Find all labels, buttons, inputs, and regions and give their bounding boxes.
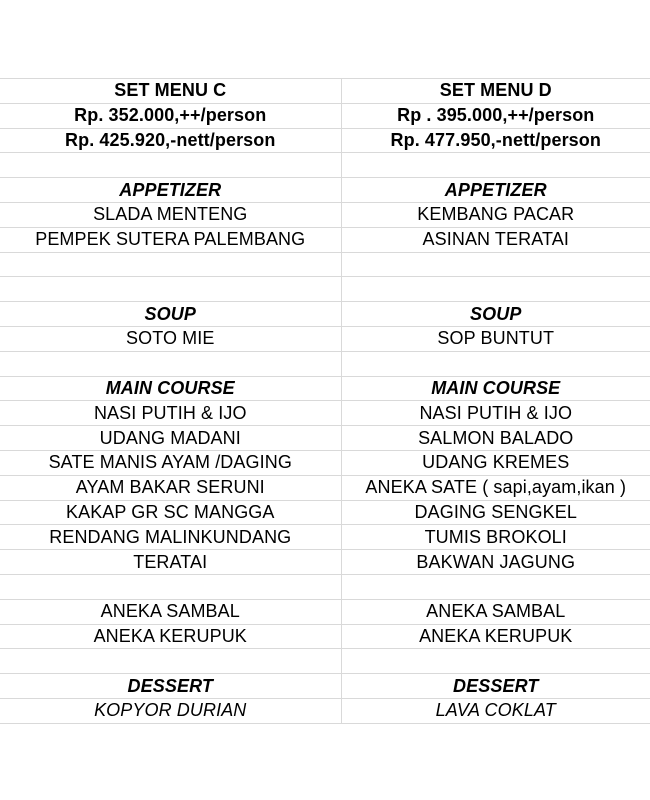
side-item: ANEKA KERUPUK: [341, 624, 650, 649]
empty-row: [0, 649, 650, 674]
dessert-item: KOPYOR DURIAN: [0, 698, 341, 723]
empty-cell: [0, 649, 341, 674]
menu-price: Rp . 395.000,++/person: [341, 103, 650, 128]
table-row: [0, 178, 650, 203]
table-row: [0, 302, 650, 327]
soup-heading: SOUP: [0, 302, 341, 327]
menu-nett-price: Rp. 477.950,-nett/person: [341, 128, 650, 153]
table-row: [0, 674, 650, 699]
empty-cell: [341, 351, 650, 376]
empty-cell: [0, 574, 341, 599]
appetizer-item: ASINAN TERATAI: [341, 227, 650, 252]
table-row: [0, 401, 650, 426]
main-course-item: SATE MANIS AYAM /DAGING: [0, 450, 341, 475]
table-row: [0, 599, 650, 624]
main-course-item: RENDANG MALINKUNDANG: [0, 525, 341, 550]
main-course-item: ANEKA SATE ( sapi,ayam,ikan ): [341, 475, 650, 500]
table-row: [0, 624, 650, 649]
side-item: ANEKA KERUPUK: [0, 624, 341, 649]
set-menu-table: [0, 78, 650, 724]
main-course-heading: MAIN COURSE: [0, 376, 341, 401]
main-course-item: BAKWAN JAGUNG: [341, 550, 650, 575]
menu-name: SET MENU C: [0, 79, 341, 104]
table-row: [0, 128, 650, 153]
appetizer-item: PEMPEK SUTERA PALEMBANG: [0, 227, 341, 252]
main-course-item: NASI PUTIH & IJO: [341, 401, 650, 426]
empty-cell: [0, 351, 341, 376]
table-row: [0, 550, 650, 575]
main-course-item: DAGING SENGKEL: [341, 500, 650, 525]
table-row: [0, 376, 650, 401]
appetizer-heading: APPETIZER: [341, 178, 650, 203]
empty-row: [0, 574, 650, 599]
side-item: ANEKA SAMBAL: [341, 599, 650, 624]
empty-cell: [341, 649, 650, 674]
main-course-item: TERATAI: [0, 550, 341, 575]
table-row: [0, 475, 650, 500]
table-row: [0, 326, 650, 351]
main-course-item: TUMIS BROKOLI: [341, 525, 650, 550]
table-row: [0, 79, 650, 104]
side-item: ANEKA SAMBAL: [0, 599, 341, 624]
empty-row: [0, 153, 650, 178]
soup-item: SOTO MIE: [0, 326, 341, 351]
appetizer-item: SLADA MENTENG: [0, 202, 341, 227]
menu-name: SET MENU D: [341, 79, 650, 104]
main-course-item: AYAM BAKAR SERUNI: [0, 475, 341, 500]
empty-cell: [341, 252, 650, 277]
main-course-item: NASI PUTIH & IJO: [0, 401, 341, 426]
empty-cell: [341, 153, 650, 178]
empty-cell: [0, 153, 341, 178]
table-row: [0, 698, 650, 723]
empty-cell: [341, 574, 650, 599]
table-row: [0, 103, 650, 128]
dessert-heading: DESSERT: [0, 674, 341, 699]
table-row: [0, 500, 650, 525]
empty-row: [0, 277, 650, 302]
appetizer-heading: APPETIZER: [0, 178, 341, 203]
appetizer-item: KEMBANG PACAR: [341, 202, 650, 227]
main-course-item: SALMON BALADO: [341, 426, 650, 451]
empty-cell: [341, 277, 650, 302]
main-course-heading: MAIN COURSE: [341, 376, 650, 401]
empty-row: [0, 252, 650, 277]
main-course-item: UDANG KREMES: [341, 450, 650, 475]
table-row: [0, 525, 650, 550]
menu-nett-price: Rp. 425.920,-nett/person: [0, 128, 341, 153]
soup-item: SOP BUNTUT: [341, 326, 650, 351]
main-course-item: KAKAP GR SC MANGGA: [0, 500, 341, 525]
empty-cell: [0, 277, 341, 302]
table-row: [0, 202, 650, 227]
empty-cell: [0, 252, 341, 277]
table-row: [0, 426, 650, 451]
empty-row: [0, 351, 650, 376]
table-row: [0, 227, 650, 252]
soup-heading: SOUP: [341, 302, 650, 327]
table-row: [0, 450, 650, 475]
dessert-heading: DESSERT: [341, 674, 650, 699]
menu-price: Rp. 352.000,++/person: [0, 103, 341, 128]
main-course-item: UDANG MADANI: [0, 426, 341, 451]
dessert-item: LAVA COKLAT: [341, 698, 650, 723]
